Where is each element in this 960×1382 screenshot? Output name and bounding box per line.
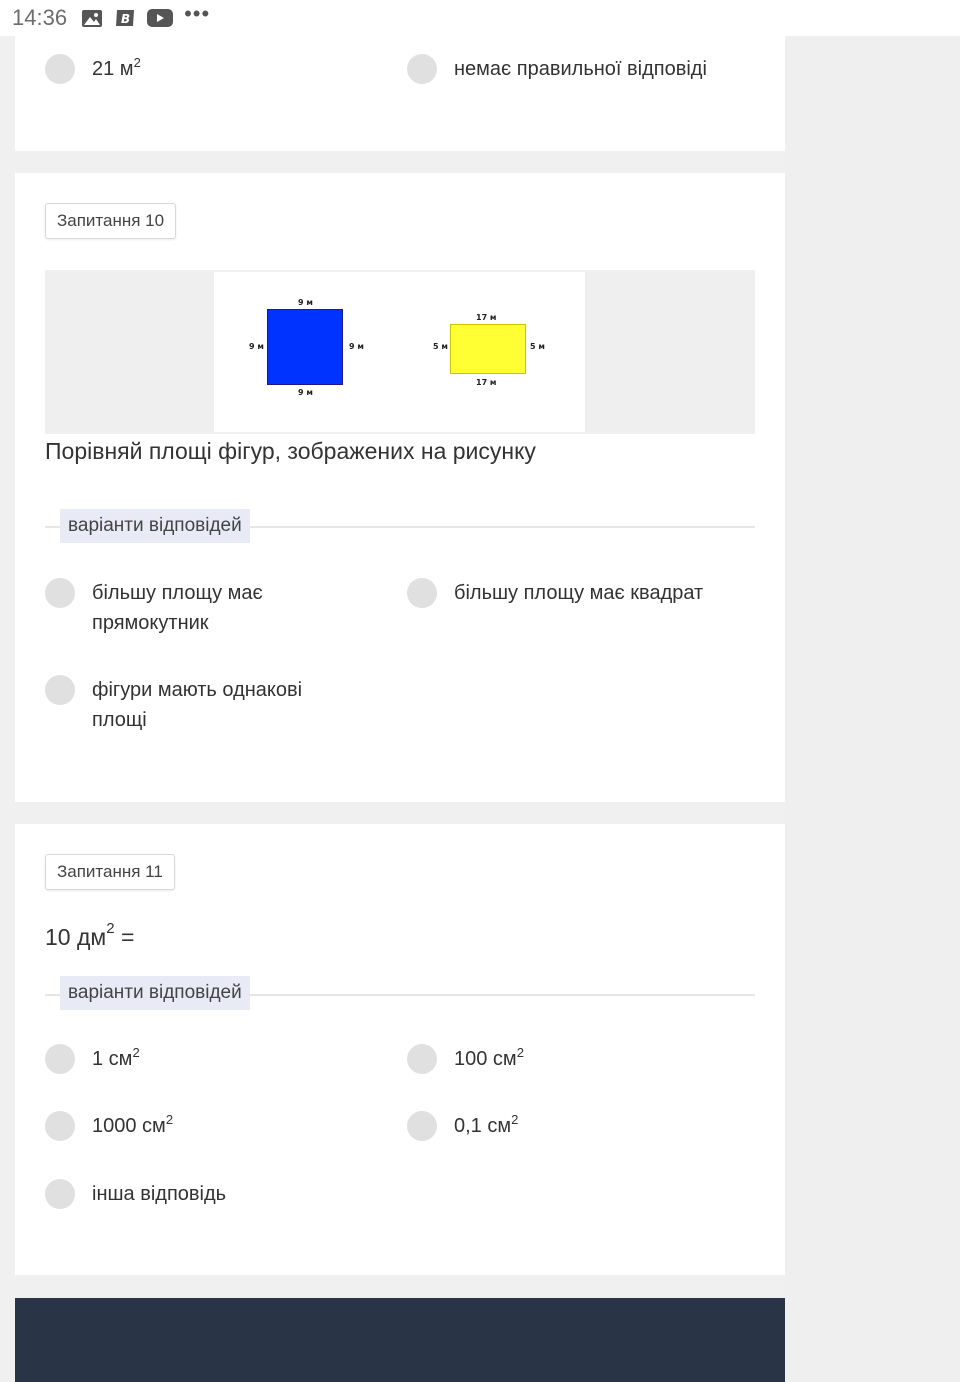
- option-label: інша відповідь: [92, 1183, 227, 1205]
- answer-options-label: варіанти відповідей: [60, 976, 250, 1010]
- side-background: [785, 36, 960, 1382]
- answer-option[interactable]: [45, 1044, 140, 1074]
- svg-text:B: B: [121, 12, 131, 26]
- radio-button[interactable]: [407, 1111, 437, 1141]
- radio-button[interactable]: [45, 54, 75, 84]
- answer-options-label: варіанти відповідей: [60, 509, 250, 543]
- option-label: більшу площу має квадрат: [454, 582, 704, 604]
- option-label: немає правильної відповіді: [454, 58, 707, 80]
- square-right-label: 9 м: [349, 342, 364, 351]
- figure-image: [214, 272, 585, 432]
- rectangle-bottom-label: 17 м: [476, 378, 497, 387]
- gallery-icon: [81, 9, 103, 27]
- option-label: 1 $см^2$: [92, 1045, 140, 1070]
- answer-option[interactable]: [45, 1111, 173, 1141]
- question-figure: [45, 270, 755, 434]
- option-label: 0,1 $см^2$: [454, 1112, 519, 1137]
- radio-button[interactable]: [45, 578, 75, 608]
- radio-button[interactable]: [407, 578, 437, 608]
- rectangle-top-label: 17 м: [476, 313, 497, 322]
- status-bar: [0, 0, 960, 36]
- radio-button[interactable]: [45, 1044, 75, 1074]
- radio-button[interactable]: [45, 1111, 75, 1141]
- overflow-icon: •••: [184, 1, 211, 26]
- radio-button[interactable]: [45, 1179, 75, 1209]
- footer-panel: [15, 1298, 785, 1382]
- answer-option[interactable]: [407, 1044, 524, 1074]
- answer-option[interactable]: [45, 54, 141, 84]
- option-label: 21 $м^2$: [92, 55, 141, 80]
- option-label: більшу площу має прямокутник: [92, 582, 263, 634]
- youtube-icon: [147, 9, 173, 27]
- answer-option[interactable]: [45, 578, 375, 638]
- answer-option[interactable]: [407, 54, 707, 84]
- option-label: фігури мають однакові площі: [92, 679, 303, 731]
- option-label: 100 $см^2$: [454, 1045, 524, 1070]
- answer-option[interactable]: [45, 675, 375, 735]
- question-card-11: [15, 824, 785, 1275]
- radio-button[interactable]: [407, 1044, 437, 1074]
- b-app-icon: [114, 9, 136, 27]
- square-left-label: 9 м: [249, 342, 264, 351]
- rectangle-right-label: 5 м: [530, 342, 545, 351]
- square-top-label: 9 м: [298, 298, 313, 307]
- question-number-badge: Запитання 11: [45, 854, 175, 890]
- option-label: 1000 $см^2$: [92, 1112, 174, 1137]
- answer-option[interactable]: [407, 1111, 518, 1141]
- blue-square: [267, 309, 343, 385]
- question-number-badge: Запитання 10: [45, 203, 176, 239]
- question-text: Порівняй площі фігур, зображених на рисунку: [45, 438, 536, 464]
- radio-button[interactable]: [407, 54, 437, 84]
- question-card-previous: [15, 36, 785, 151]
- question-card-10: [15, 173, 785, 802]
- square-bottom-label: 9 м: [298, 388, 313, 397]
- answer-option[interactable]: [407, 578, 703, 608]
- radio-button[interactable]: [45, 675, 75, 705]
- yellow-rectangle: [450, 324, 526, 374]
- status-time: 14:36: [12, 5, 68, 30]
- question-text: 10 $дм^2$ =: [45, 920, 135, 950]
- rectangle-left-label: 5 м: [433, 342, 448, 351]
- answer-option[interactable]: [45, 1179, 226, 1209]
